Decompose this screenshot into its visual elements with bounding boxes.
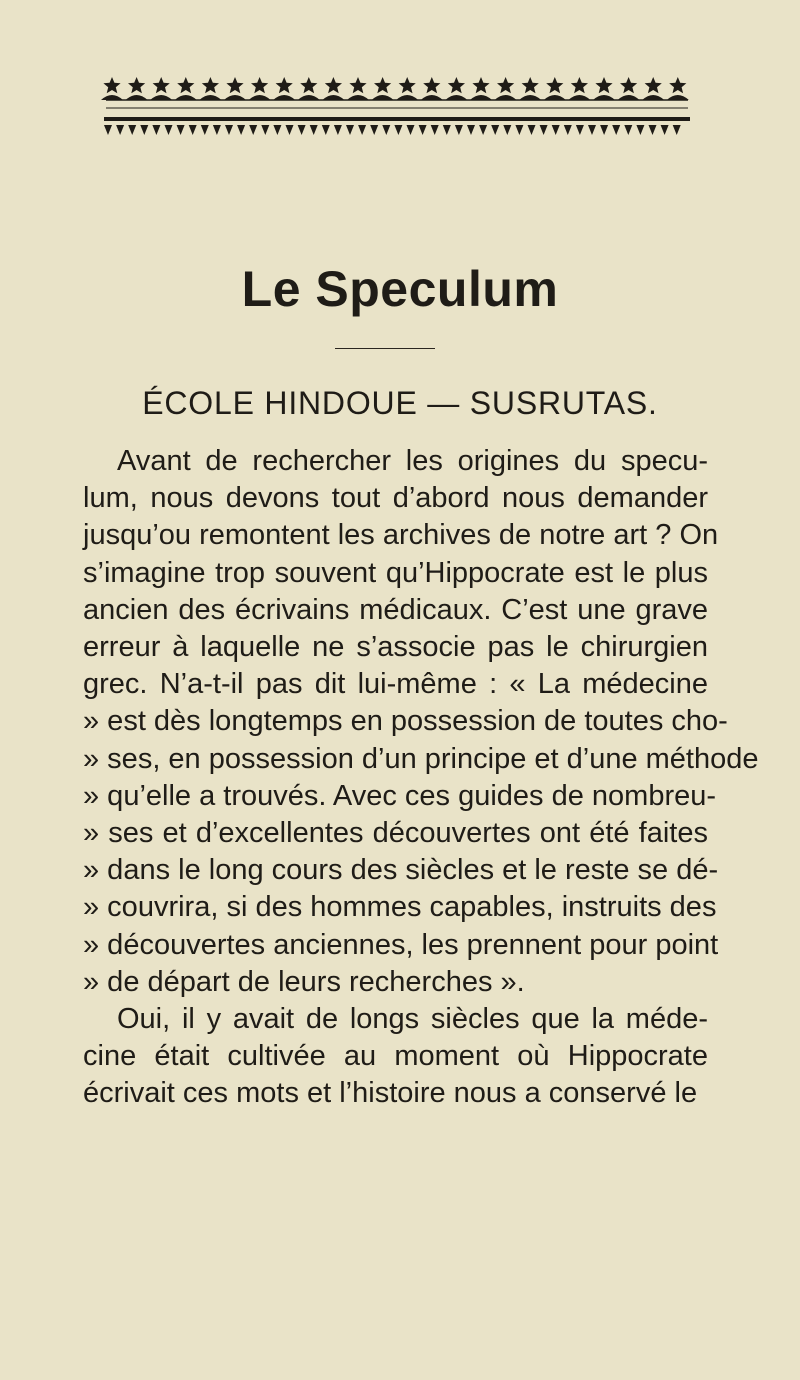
ornament-drop-icon: [273, 125, 281, 135]
ornament-drop-icon: [431, 125, 439, 135]
paragraph-line: » est dès longtemps en possession de toutes cho-: [83, 705, 728, 738]
ornament-flower-icon: [568, 77, 590, 100]
paragraph-line: s’imagine trop souvent qu’Hippocrate est le plus: [83, 556, 708, 589]
paragraph-line: grec. N’a-t-il pas dit lui-même : « La médecine: [83, 668, 708, 701]
ornament-flower-icon: [273, 77, 295, 100]
ornament-flower-icon: [347, 77, 369, 100]
ornament-drop-icon: [286, 125, 294, 135]
ornament-drop-icon: [515, 125, 523, 135]
ornament-drop-icon: [382, 125, 390, 135]
paragraph-line: » découvertes anciennes, les prennent pour point: [83, 928, 719, 961]
ornament-drop-icon: [503, 125, 511, 135]
ornament-flower-icon: [396, 77, 418, 100]
ornament-drop-icon: [419, 125, 427, 135]
ornament-flower-icon: [593, 77, 615, 100]
ornament-flower-icon: [544, 77, 566, 100]
ornament-drop-icon: [479, 125, 487, 135]
paragraph-line: cine était cultivée au moment où Hippocrate: [83, 1040, 708, 1073]
ornament-flower-icon: [175, 77, 197, 100]
ornament-drop-icon: [491, 125, 499, 135]
paragraph-line: écrivait ces mots et l’histoire nous a conservé le: [83, 1077, 698, 1110]
ornament-drop-icon: [443, 125, 451, 135]
ornament-drop-icon: [128, 125, 136, 135]
ornament-flower-icon: [322, 77, 344, 100]
ornament-flower-icon: [150, 77, 172, 100]
ornament-flower-icon: [224, 77, 246, 100]
ornament-flower-icon: [495, 77, 517, 100]
ornament-drop-icon: [201, 125, 209, 135]
ornament-drop-icon: [165, 125, 173, 135]
ornament-drop-icon: [455, 125, 463, 135]
paragraph-line: ancien des écrivains médicaux. C’est une grave: [83, 593, 708, 626]
ornament-drop-icon: [624, 125, 632, 135]
paragraph-line: lum, nous devons tout d’abord nous demander: [83, 482, 708, 515]
ornament-drop-icon: [298, 125, 306, 135]
ornament-drop-icon: [177, 125, 185, 135]
ornament-drop-icon: [649, 125, 657, 135]
ornament-flower-icon: [372, 77, 394, 100]
ornament-drop-icon: [588, 125, 596, 135]
paragraph-line: » de départ de leurs recherches ».: [83, 965, 525, 998]
ornament-flower-icon: [519, 77, 541, 100]
ornament-flower-icon: [470, 77, 492, 100]
section-heading: ÉCOLE HINDOUE — SUSRUTAS.: [142, 385, 658, 421]
ornament-drop-icon: [661, 125, 669, 135]
ornament-drop-icon: [552, 125, 560, 135]
paragraph-line: » ses, en possession d’un principe et d’une méthode: [83, 742, 759, 775]
ornament-drop-icon: [600, 125, 608, 135]
paragraph-line: Avant de rechercher les origines du specu-: [117, 445, 708, 477]
paragraph-line: jusqu’ou remontent les archives de notre art ? On: [83, 519, 719, 552]
ornament-drop-icon: [528, 125, 536, 135]
ornament-flower-icon: [298, 77, 320, 100]
header-ornament-icon: [0, 0, 800, 150]
ornament-drop-icon: [213, 125, 221, 135]
page-title: Le Speculum: [241, 261, 559, 317]
ornament-drop-icon: [346, 125, 354, 135]
paragraph-line: erreur à laquelle ne s’associe pas le chirurgien: [83, 631, 708, 664]
ornament-flower-icon: [642, 77, 664, 100]
ornament-drop-icon: [576, 125, 584, 135]
ornament-drop-icon: [564, 125, 572, 135]
ornament-drop-icon: [673, 125, 681, 135]
ornament-drop-icon: [261, 125, 269, 135]
ornament-flower-icon: [101, 77, 123, 100]
ornament-drop-icon: [116, 125, 124, 135]
ornament-drop-icon: [394, 125, 402, 135]
paragraph-line: » qu’elle a trouvés. Avec ces guides de nombreu-: [83, 779, 717, 812]
ornament-drop-icon: [334, 125, 342, 135]
title-divider: [335, 348, 435, 349]
paragraph-line: » couvrira, si des hommes capables, instruits des: [83, 891, 717, 924]
ornament-drop-icon: [152, 125, 160, 135]
ornament-flower-icon: [421, 77, 443, 100]
paragraph-line: » ses et d’excellentes découvertes ont été faites: [83, 817, 708, 850]
ornament-drop-icon: [140, 125, 148, 135]
ornament-drop-icon: [636, 125, 644, 135]
ornament-drop-icon: [358, 125, 366, 135]
ornament-flower-icon: [445, 77, 467, 100]
ornament-drop-icon: [225, 125, 233, 135]
ornament-drop-icon: [370, 125, 378, 135]
ornament-flower-icon: [126, 77, 148, 100]
ornament-drop-icon: [467, 125, 475, 135]
ornament-flower-icon: [667, 77, 689, 100]
ornament-drop-icon: [189, 125, 197, 135]
ornament-drop-icon: [237, 125, 245, 135]
ornament-drop-icon: [540, 125, 548, 135]
ornament-flower-icon: [618, 77, 640, 100]
ornament-drop-icon: [249, 125, 257, 135]
ornament-flower-icon: [199, 77, 221, 100]
ornament-drop-icon: [612, 125, 620, 135]
ornament-drop-icon: [104, 125, 112, 135]
paragraph-line: » dans le long cours des siècles et le reste se dé-: [83, 854, 719, 887]
paragraph-line: Oui, il y avait de longs siècles que la méde-: [117, 1003, 708, 1036]
ornament-drop-icon: [407, 125, 415, 135]
ornament-drop-icon: [310, 125, 318, 135]
ornament-flower-icon: [249, 77, 271, 100]
body-text: [83, 443, 759, 1113]
ornament-drop-icon: [322, 125, 330, 135]
